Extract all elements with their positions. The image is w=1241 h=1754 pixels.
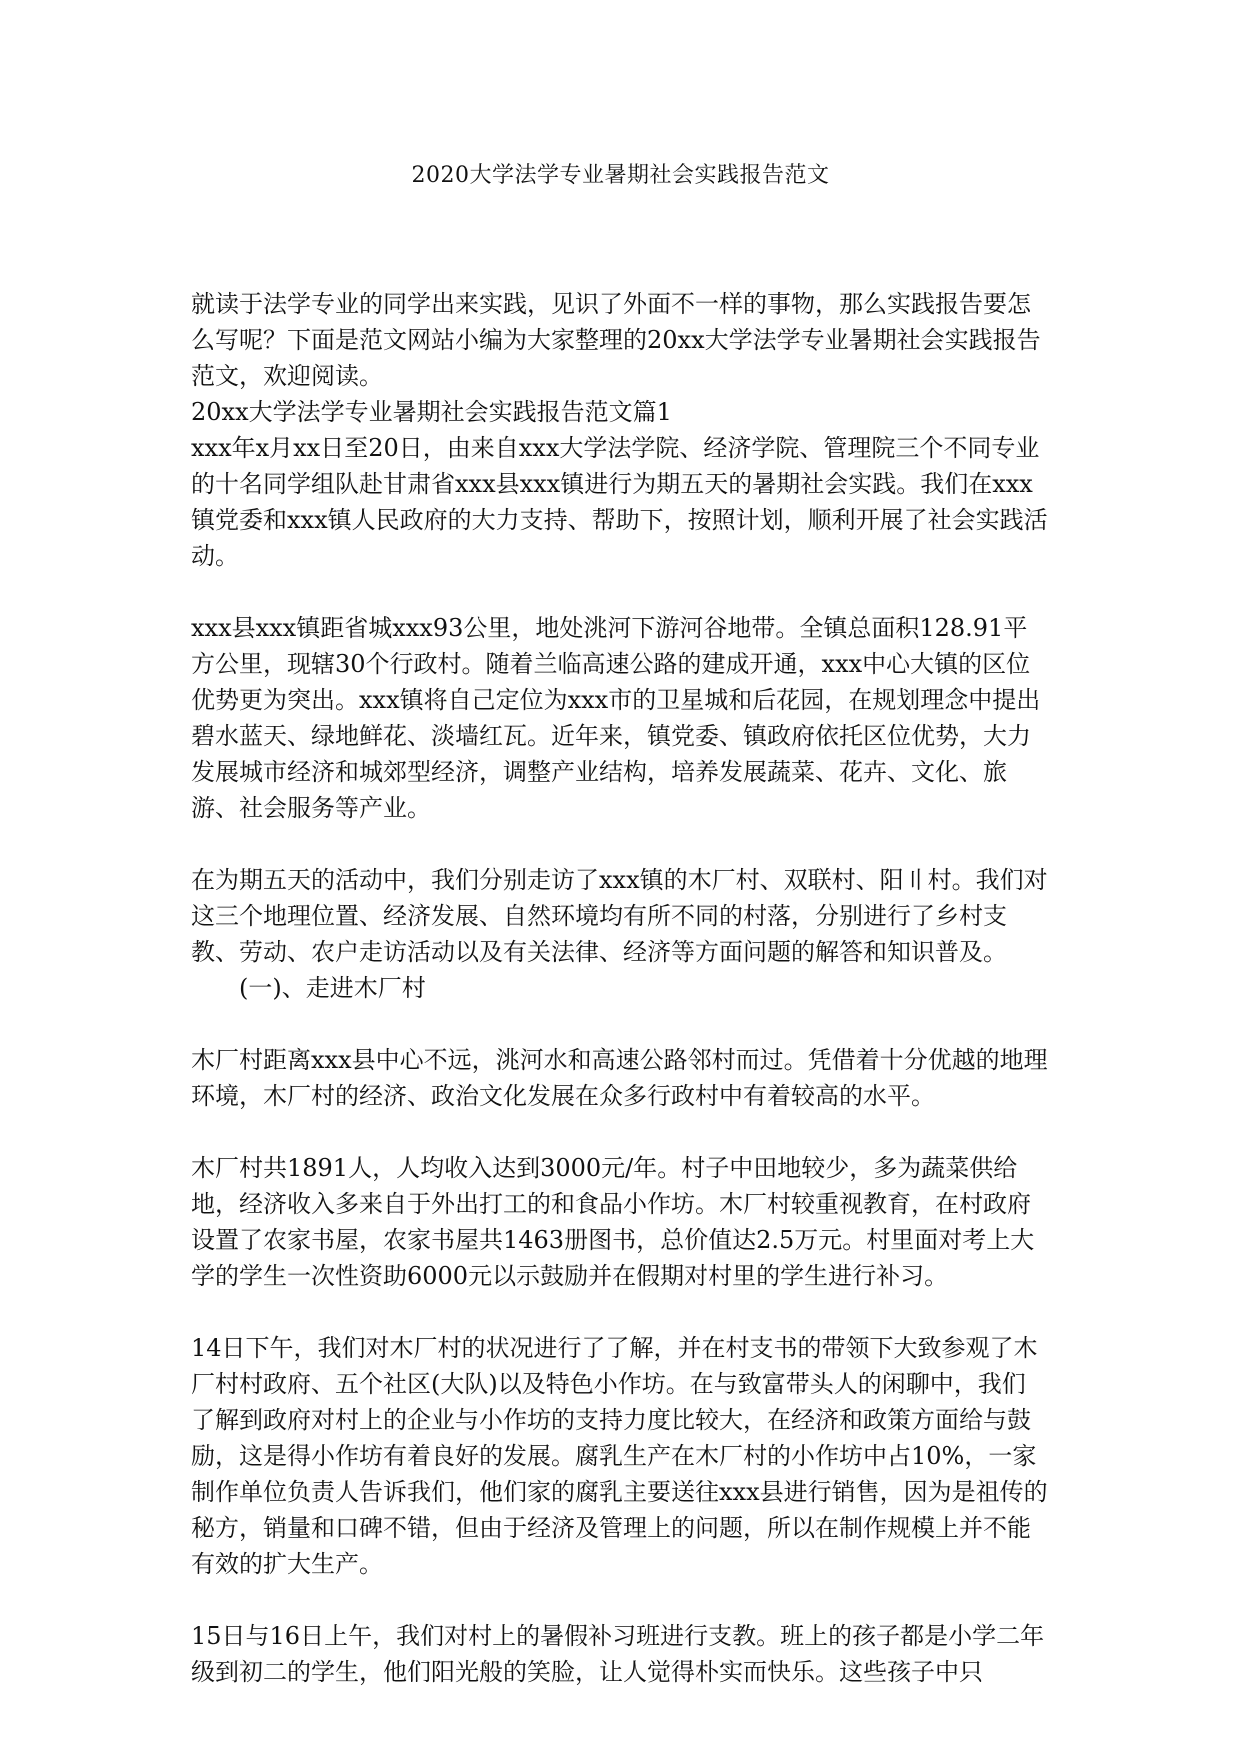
document-title: 2020大学法学专业暑期社会实践报告范文	[411, 163, 830, 188]
document-body	[191, 286, 1049, 1690]
section-heading: 20xx大学法学专业暑期社会实践报告范文篇1	[191, 398, 672, 426]
paragraph-3: 在为期五天的活动中，我们分别走访了xxx镇的木厂村、双联村、阳〢村。我们对这三个地理位置、经济发展、自然环境均有所不同的村落，分别进行了乡村支教、劳动、农户走访活动以及有关法律、经济等方面问题的解答和知识普及。	[191, 866, 1048, 966]
paragraph-6: 14日下午，我们对木厂村的状况进行了了解，并在村支书的带领下大致参观了木厂村村政府、五个社区(大队)以及特色小作坊。在与致富带头人的闲聊中，我们了解到政府对村上的企业与小作坊的支持力度比较大，在经济和政策方面给与鼓励，这是得小作坊有着良好的发展。腐乳生产在木厂村的小作坊中占10%，一家制作单位负责人告诉我们，他们家的腐乳主要送往xxx县进行销售，因为是祖传的秘方，销量和口碑不错，但由于经济及管理上的问题，所以在制作规模上并不能有效的扩大生产。	[191, 1334, 1048, 1578]
paragraph-7: 15日与16日上午，我们对村上的暑假补习班进行支教。班上的孩子都是小学二年级到初二的学生，他们阳光般的笑脸，让人觉得朴实而快乐。这些孩子中只	[191, 1622, 1045, 1686]
paragraph-spacer	[191, 1006, 1049, 1042]
paragraph-spacer	[191, 1582, 1049, 1618]
paragraph-spacer	[191, 574, 1049, 610]
paragraph-spacer	[191, 1294, 1049, 1330]
paragraph-2: xxx县xxx镇距省城xxx93公里，地处洮河下游河谷地带。全镇总面积128.91平方公里，现辖30个行政村。随着兰临高速公路的建成开通，xxx中心大镇的区位优势更为突出。xxx镇将自己定位为xxx市的卫星城和后花园，在规划理念中提出碧水蓝天、绿地鲜花、淡墙红瓦。近年来，镇党委、镇政府依托区位优势，大力发展城市经济和城郊型经济，调整产业结构，培养发展蔬菜、花卉、文化、旅游、社会服务等产业。	[191, 614, 1041, 822]
subheading: (一)、走进木厂村	[239, 974, 426, 1002]
intro-paragraph: 就读于法学专业的同学出来实践，见识了外面不一样的事物，那么实践报告要怎么写呢？下面是范文网站小编为大家整理的20xx大学法学专业暑期社会实践报告范文，欢迎阅读。	[191, 290, 1041, 390]
paragraph-spacer	[191, 1114, 1049, 1150]
paragraph-1: xxx年x月xx日至20日，由来自xxx大学法学院、经济学院、管理院三个不同专业的十名同学组队赴甘肃省xxx县xxx镇进行为期五天的暑期社会实践。我们在xxx镇党委和xxx镇人民政府的大力支持、帮助下，按照计划，顺利开展了社会实践活动。	[191, 434, 1048, 570]
paragraph-spacer	[191, 826, 1049, 862]
paragraph-5: 木厂村共1891人，人均收入达到3000元/年。村子中田地较少，多为蔬菜供给地，经济收入多来自于外出打工的和食品小作坊。木厂村较重视教育，在村政府设置了农家书屋，农家书屋共1463册图书，总价值达2.5万元。村里面对考上大学的学生一次性资助6000元以示鼓励并在假期对村里的学生进行补习。	[191, 1154, 1035, 1290]
paragraph-4: 木厂村距离xxx县中心不远，洮河水和高速公路邻村而过。凭借着十分优越的地理环境，木厂村的经济、政治文化发展在众多行政村中有着较高的水平。	[191, 1046, 1048, 1110]
